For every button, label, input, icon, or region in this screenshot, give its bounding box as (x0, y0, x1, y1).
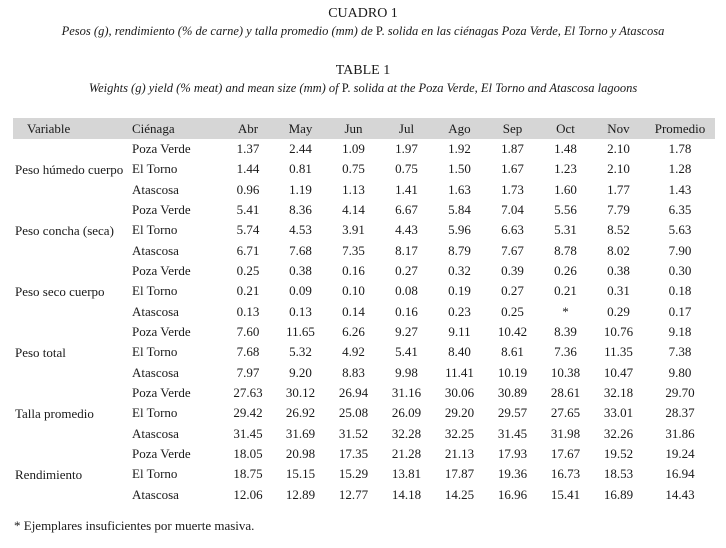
value-cell: 31.69 (285, 425, 316, 441)
column-header: Ciénaga (132, 120, 175, 136)
value-cell: 18.75 (233, 466, 263, 482)
value-cell: 21.28 (391, 446, 422, 462)
value-cell: 0.39 (501, 263, 524, 279)
value-cell: 4.92 (342, 344, 365, 360)
value-cell: 8.78 (554, 242, 577, 258)
value-cell: 29.42 (233, 405, 263, 421)
value-cell: 8.39 (554, 324, 577, 340)
value-cell: 2.44 (289, 141, 312, 157)
value-cell: 0.21 (236, 283, 260, 299)
header-row (13, 118, 715, 139)
value-cell: 8.17 (395, 242, 418, 258)
value-cell: 33.01 (603, 405, 634, 421)
variable-label: Peso húmedo cuerpo (15, 161, 124, 177)
variable-label: Peso concha (seca) (15, 222, 114, 238)
value-cell: 0.14 (342, 303, 365, 319)
value-cell: 29.20 (444, 405, 475, 421)
table-body (13, 139, 715, 505)
value-cell: 1.87 (501, 141, 524, 157)
promedio-cell: 14.43 (665, 486, 695, 502)
value-cell: 14.25 (444, 486, 475, 502)
value-cell: 11.35 (604, 344, 633, 360)
value-cell: 26.92 (285, 405, 316, 421)
value-cell: 0.16 (395, 303, 418, 319)
value-cell: 30.12 (285, 385, 316, 401)
value-cell: 7.36 (554, 344, 577, 360)
table-subtitle: Weights (g) yield (% meat) and mean size (mm) of P. solida at the Poza Verde, El Torno and Atascosa lagoons (88, 81, 638, 95)
value-cell: 30.89 (497, 385, 528, 401)
table-row (13, 322, 715, 342)
promedio-cell: 28.37 (665, 405, 695, 421)
value-cell: 8.40 (448, 344, 471, 360)
value-cell: 0.31 (607, 283, 630, 299)
promedio-cell: 19.24 (665, 446, 695, 462)
promedio-cell: 31.86 (665, 425, 695, 441)
value-cell: 0.23 (448, 303, 471, 319)
value-cell: 10.47 (603, 364, 634, 380)
value-cell: 4.14 (342, 202, 365, 218)
column-header: Nov (607, 120, 630, 136)
value-cell: 29.57 (497, 405, 528, 421)
table-row (13, 383, 715, 403)
value-cell: 32.28 (391, 425, 422, 441)
value-cell: 0.19 (448, 283, 471, 299)
value-cell: 1.23 (554, 161, 577, 177)
column-header: Ago (448, 120, 471, 136)
value-cell: 1.73 (501, 181, 524, 197)
value-cell: 31.98 (550, 425, 581, 441)
value-cell: 0.75 (342, 161, 365, 177)
table-row (13, 444, 715, 464)
value-cell: 30.06 (444, 385, 475, 401)
cienaga-cell: El Torno (132, 283, 178, 299)
value-cell: 9.27 (395, 324, 418, 340)
value-cell: 0.75 (395, 161, 418, 177)
promedio-cell: 9.18 (668, 324, 692, 340)
value-cell: 1.13 (342, 181, 365, 197)
value-cell: 31.16 (391, 385, 422, 401)
table-row (13, 261, 715, 281)
column-header: Sep (502, 120, 523, 136)
value-cell: 15.15 (285, 466, 316, 482)
cienaga-cell: Atascosa (132, 425, 179, 441)
promedio-cell: 16.94 (665, 466, 695, 482)
value-cell: 10.38 (550, 364, 581, 380)
value-cell: 15.29 (338, 466, 369, 482)
value-cell: 4.53 (289, 222, 312, 238)
value-cell: 6.63 (501, 222, 524, 238)
value-cell: 7.04 (501, 202, 524, 218)
value-cell: 8.52 (607, 222, 630, 238)
value-cell: 0.96 (236, 181, 260, 197)
variable-label: Talla promedio (15, 405, 94, 421)
value-cell: 6.71 (236, 242, 260, 258)
value-cell: 17.93 (497, 446, 528, 462)
promedio-cell: 29.70 (665, 385, 695, 401)
value-cell: 13.81 (391, 466, 422, 482)
value-cell: 0.29 (607, 303, 630, 319)
value-cell: 8.36 (289, 202, 312, 218)
cienaga-cell: Atascosa (132, 181, 179, 197)
value-cell: 1.44 (236, 161, 260, 177)
value-cell: 11.65 (286, 324, 315, 340)
species-abbrev: P. (341, 81, 351, 95)
value-cell: 19.36 (497, 466, 528, 482)
value-cell: 5.74 (236, 222, 260, 238)
value-cell: 20.98 (285, 446, 316, 462)
value-cell: 31.45 (497, 425, 528, 441)
value-cell: 27.65 (550, 405, 581, 421)
value-cell: 0.38 (289, 263, 312, 279)
cienaga-cell: Poza Verde (132, 385, 191, 401)
value-cell: 17.35 (338, 446, 369, 462)
promedio-cell: 1.78 (668, 141, 692, 157)
value-cell: 28.61 (550, 385, 581, 401)
value-cell: 1.37 (236, 141, 260, 157)
column-header: Variable (27, 120, 71, 136)
footnote: * Ejemplares insuficientes por muerte masiva. (14, 518, 255, 533)
value-cell: 0.27 (395, 263, 418, 279)
value-cell: 17.67 (550, 446, 581, 462)
value-cell: 1.77 (607, 181, 630, 197)
value-cell: 25.08 (338, 405, 369, 421)
value-cell: 8.61 (501, 344, 524, 360)
value-cell: 1.60 (554, 181, 577, 197)
value-cell: 0.81 (289, 161, 312, 177)
column-header: Oct (556, 120, 575, 136)
value-cell: 7.68 (289, 242, 312, 258)
value-cell: * (562, 303, 569, 319)
cuadro-subtitle: Pesos (g), rendimiento (% de carne) y talla promedio (mm) de P. solida en las ciénagas Poza Verde, El Torno y Atascosa (61, 24, 665, 38)
value-cell: 1.97 (395, 141, 418, 157)
value-cell: 1.92 (448, 141, 471, 157)
value-cell: 0.13 (236, 303, 260, 319)
value-cell: 0.25 (501, 303, 524, 319)
cienaga-cell: Atascosa (132, 364, 179, 380)
value-cell: 19.52 (603, 446, 634, 462)
value-cell: 0.13 (289, 303, 312, 319)
value-cell: 1.48 (554, 141, 577, 157)
value-cell: 5.96 (448, 222, 471, 238)
cienaga-cell: Poza Verde (132, 324, 191, 340)
cienaga-cell: Poza Verde (132, 202, 191, 218)
promedio-cell: 0.30 (668, 263, 692, 279)
cienaga-cell: Poza Verde (132, 446, 191, 462)
cienaga-cell: Poza Verde (132, 141, 191, 157)
value-cell: 5.56 (554, 202, 577, 218)
promedio-cell: 7.90 (668, 242, 692, 258)
value-cell: 2.10 (607, 141, 630, 157)
value-cell: 0.26 (554, 263, 577, 279)
value-cell: 6.26 (342, 324, 365, 340)
value-cell: 32.18 (603, 385, 634, 401)
species-abbrev: P. (375, 24, 385, 38)
value-cell: 7.67 (501, 242, 524, 258)
value-cell: 14.18 (391, 486, 422, 502)
cienaga-cell: El Torno (132, 344, 178, 360)
value-cell: 1.50 (448, 161, 471, 177)
value-cell: 31.52 (338, 425, 369, 441)
value-cell: 10.42 (497, 324, 528, 340)
value-cell: 1.41 (395, 181, 418, 197)
column-header: May (288, 120, 313, 136)
value-cell: 5.31 (554, 222, 577, 238)
value-cell: 9.20 (289, 364, 312, 380)
value-cell: 0.21 (554, 283, 577, 299)
value-cell: 5.84 (448, 202, 471, 218)
value-cell: 0.32 (448, 263, 471, 279)
value-cell: 2.10 (607, 161, 630, 177)
value-cell: 4.43 (395, 222, 418, 238)
value-cell: 5.41 (236, 202, 260, 218)
value-cell: 0.08 (395, 283, 418, 299)
promedio-cell: 7.38 (668, 344, 692, 360)
value-cell: 7.68 (236, 344, 260, 360)
table-row (13, 139, 715, 159)
promedio-cell: 9.80 (668, 364, 692, 380)
value-cell: 6.67 (395, 202, 418, 218)
value-cell: 16.73 (550, 466, 581, 482)
promedio-cell: 0.17 (668, 303, 692, 319)
value-cell: 18.05 (233, 446, 263, 462)
column-header: Jun (344, 120, 363, 136)
value-cell: 12.89 (285, 486, 316, 502)
value-cell: 32.25 (444, 425, 475, 441)
value-cell: 17.87 (444, 466, 475, 482)
value-cell: 32.26 (603, 425, 634, 441)
value-cell: 26.94 (338, 385, 369, 401)
value-cell: 0.27 (501, 283, 524, 299)
value-cell: 27.63 (233, 385, 263, 401)
value-cell: 8.79 (448, 242, 471, 258)
value-cell: 8.83 (342, 364, 365, 380)
column-header: Jul (398, 120, 415, 136)
value-cell: 16.96 (497, 486, 528, 502)
column-header: Promedio (654, 120, 706, 136)
cienaga-cell: Atascosa (132, 242, 179, 258)
value-cell: 8.02 (607, 242, 630, 258)
value-cell: 0.16 (342, 263, 365, 279)
value-cell: 15.41 (550, 486, 581, 502)
cienaga-cell: El Torno (132, 161, 178, 177)
value-cell: 0.25 (236, 263, 260, 279)
cienaga-cell: El Torno (132, 222, 178, 238)
value-cell: 5.32 (289, 344, 312, 360)
value-cell: 9.98 (395, 364, 418, 380)
value-cell: 21.13 (444, 446, 475, 462)
promedio-cell: 0.18 (668, 283, 692, 299)
table-row (13, 200, 715, 220)
value-cell: 1.19 (289, 181, 312, 197)
value-cell: 7.35 (342, 242, 365, 258)
cienaga-cell: Poza Verde (132, 263, 191, 279)
column-header: Abr (237, 120, 259, 136)
cienaga-cell: El Torno (132, 405, 178, 421)
value-cell: 5.41 (395, 344, 418, 360)
cienaga-cell: Atascosa (132, 486, 179, 502)
promedio-cell: 6.35 (668, 202, 692, 218)
value-cell: 10.76 (603, 324, 634, 340)
promedio-cell: 1.43 (668, 181, 692, 197)
variable-label: Peso total (15, 344, 66, 360)
value-cell: 16.89 (603, 486, 634, 502)
value-cell: 12.77 (338, 486, 369, 502)
variable-label: Peso seco cuerpo (15, 283, 105, 299)
value-cell: 1.67 (501, 161, 524, 177)
value-cell: 0.38 (607, 263, 630, 279)
value-cell: 18.53 (603, 466, 634, 482)
value-cell: 7.97 (236, 364, 260, 380)
value-cell: 12.06 (233, 486, 263, 502)
value-cell: 7.79 (607, 202, 630, 218)
value-cell: 0.10 (342, 283, 365, 299)
value-cell: 0.09 (289, 283, 312, 299)
cienaga-cell: Atascosa (132, 303, 179, 319)
value-cell: 31.45 (233, 425, 263, 441)
value-cell: 26.09 (391, 405, 422, 421)
cuadro-title: CUADRO 1 (328, 6, 398, 21)
data-table (13, 118, 715, 505)
cienaga-cell: El Torno (132, 466, 178, 482)
value-cell: 1.63 (448, 181, 471, 197)
value-cell: 3.91 (342, 222, 365, 238)
value-cell: 9.11 (448, 324, 471, 340)
promedio-cell: 5.63 (668, 222, 692, 238)
variable-label: Rendimiento (15, 466, 83, 482)
table-title: TABLE 1 (335, 63, 391, 78)
value-cell: 1.09 (342, 141, 365, 157)
value-cell: 10.19 (497, 364, 528, 380)
value-cell: 7.60 (236, 324, 260, 340)
promedio-cell: 1.28 (668, 161, 692, 177)
value-cell: 11.41 (445, 364, 474, 380)
